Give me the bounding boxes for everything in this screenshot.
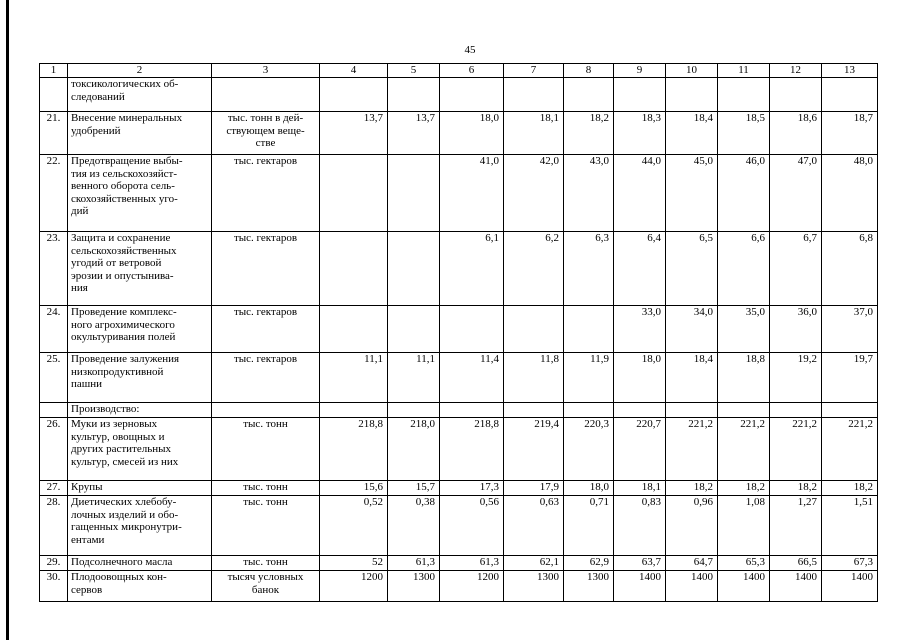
indicator-name-line: дий bbox=[71, 205, 89, 217]
indicator-name-cell bbox=[68, 353, 212, 403]
indicator-name-cell bbox=[68, 232, 212, 306]
value-cell: 64,7 bbox=[666, 556, 718, 571]
unit-line: стве bbox=[255, 137, 276, 149]
unit-line: тыс. гектаров bbox=[233, 353, 298, 365]
indicator-name-cell bbox=[68, 112, 212, 155]
page-number: 45 bbox=[464, 44, 476, 56]
value-cell: 220,7 bbox=[614, 418, 666, 481]
indicator-name-line: Проведение залужения bbox=[71, 353, 180, 365]
row-number-cell: 30. bbox=[40, 571, 68, 602]
value-cell: 0,71 bbox=[564, 496, 614, 556]
unit-line: банок bbox=[251, 583, 280, 596]
value-cell: 11,1 bbox=[388, 353, 440, 403]
row-number-cell: 23. bbox=[40, 232, 68, 306]
value-cell: 0,52 bbox=[320, 496, 388, 556]
value-cell bbox=[388, 306, 440, 353]
indicator-name-line: Внесение минеральных bbox=[71, 112, 183, 124]
value-cell: 18,2 bbox=[666, 481, 718, 496]
value-cell: 1400 bbox=[666, 571, 718, 602]
unit-line: тыс. тонн bbox=[243, 481, 288, 493]
indicator-name-line: Диетических хлебобу- bbox=[71, 496, 177, 508]
value-cell bbox=[822, 403, 878, 418]
value-cell: 15,7 bbox=[388, 481, 440, 496]
value-cell: 18,8 bbox=[718, 353, 770, 403]
indicator-name-line: культур, овощных и bbox=[71, 430, 165, 443]
value-cell: 0,96 bbox=[666, 496, 718, 556]
value-cell: 44,0 bbox=[614, 155, 666, 232]
value-cell: 0,56 bbox=[440, 496, 504, 556]
value-cell: 6,7 bbox=[770, 232, 822, 306]
value-cell: 1300 bbox=[564, 571, 614, 602]
value-cell bbox=[320, 232, 388, 306]
table-row bbox=[40, 418, 878, 481]
indicator-name-line: других растительных bbox=[71, 443, 172, 455]
column-number-header: 4 bbox=[320, 64, 388, 78]
value-cell: 61,3 bbox=[440, 556, 504, 571]
value-cell bbox=[388, 78, 440, 112]
column-number-header-row bbox=[40, 64, 878, 78]
indicator-name-line: следований bbox=[71, 90, 125, 103]
unit-line: тыс. тонн bbox=[243, 556, 288, 568]
row-number-cell: 25. bbox=[40, 353, 68, 403]
value-cell: 18,0 bbox=[564, 481, 614, 496]
value-cell: 6,6 bbox=[718, 232, 770, 306]
value-cell: 18,3 bbox=[614, 112, 666, 155]
value-cell: 1300 bbox=[504, 571, 564, 602]
value-cell: 220,3 bbox=[564, 418, 614, 481]
value-cell: 0,38 bbox=[388, 496, 440, 556]
indicator-name-cell bbox=[68, 496, 212, 556]
value-cell: 218,0 bbox=[388, 418, 440, 481]
value-cell: 221,2 bbox=[770, 418, 822, 481]
unit-line: тыс. гектаров bbox=[233, 155, 298, 167]
unit-line: тысяч условных bbox=[227, 571, 304, 583]
value-cell: 63,7 bbox=[614, 556, 666, 571]
indicator-name-line: низкопродуктивной bbox=[71, 365, 164, 378]
value-cell bbox=[564, 403, 614, 418]
value-cell bbox=[614, 403, 666, 418]
indicator-name-line: сервов bbox=[71, 583, 103, 596]
table-row bbox=[40, 403, 878, 418]
value-cell: 1300 bbox=[388, 571, 440, 602]
table-row bbox=[40, 556, 878, 571]
unit-cell bbox=[212, 418, 320, 481]
value-cell: 67,3 bbox=[822, 556, 878, 571]
value-cell bbox=[504, 78, 564, 112]
column-number-header: 3 bbox=[212, 64, 320, 78]
indicator-name-line: культур, смесей из них bbox=[71, 455, 179, 468]
value-cell: 6,5 bbox=[666, 232, 718, 306]
row-number-cell: 29. bbox=[40, 556, 68, 571]
row-number-cell: 27. bbox=[40, 481, 68, 496]
value-cell: 6,1 bbox=[440, 232, 504, 306]
indicator-name-cell bbox=[68, 403, 212, 418]
column-number-header: 2 bbox=[68, 64, 212, 78]
value-cell: 18,2 bbox=[822, 481, 878, 496]
column-number-header: 1 bbox=[40, 64, 68, 78]
unit-cell bbox=[212, 571, 320, 602]
value-cell: 18,4 bbox=[666, 353, 718, 403]
column-number-header: 13 bbox=[822, 64, 878, 78]
value-cell: 62,9 bbox=[564, 556, 614, 571]
column-number-header: 10 bbox=[666, 64, 718, 78]
value-cell: 1200 bbox=[440, 571, 504, 602]
indicator-name-cell bbox=[68, 306, 212, 353]
unit-cell bbox=[212, 496, 320, 556]
unit-line: тыс. тонн bbox=[243, 496, 288, 508]
value-cell bbox=[504, 306, 564, 353]
value-cell: 11,1 bbox=[320, 353, 388, 403]
indicator-name-line: Подсолнечного масла bbox=[71, 556, 173, 568]
data-table bbox=[39, 63, 878, 602]
indicator-name-line: удобрений bbox=[71, 124, 121, 137]
value-cell bbox=[504, 403, 564, 418]
value-cell: 18,0 bbox=[614, 353, 666, 403]
column-number-header: 9 bbox=[614, 64, 666, 78]
indicator-name-line: окультуривания полей bbox=[71, 331, 176, 343]
unit-line: тыс. гектаров bbox=[233, 232, 298, 244]
value-cell: 17,3 bbox=[440, 481, 504, 496]
column-number-header: 7 bbox=[504, 64, 564, 78]
value-cell: 33,0 bbox=[614, 306, 666, 353]
column-number-header: 11 bbox=[718, 64, 770, 78]
value-cell: 221,2 bbox=[822, 418, 878, 481]
value-cell: 18,6 bbox=[770, 112, 822, 155]
indicator-name-line: Плодоовощных кон- bbox=[71, 571, 167, 583]
unit-cell bbox=[212, 481, 320, 496]
value-cell: 1400 bbox=[822, 571, 878, 602]
table-row bbox=[40, 306, 878, 353]
value-cell: 11,9 bbox=[564, 353, 614, 403]
unit-cell bbox=[212, 155, 320, 232]
value-cell: 52 bbox=[320, 556, 388, 571]
value-cell bbox=[564, 306, 614, 353]
indicator-name-line: Муки из зерновых bbox=[71, 418, 158, 430]
value-cell: 18,4 bbox=[666, 112, 718, 155]
value-cell: 18,5 bbox=[718, 112, 770, 155]
value-cell bbox=[564, 78, 614, 112]
indicator-name-line: Производство: bbox=[71, 403, 140, 415]
unit-cell bbox=[212, 112, 320, 155]
value-cell: 18,1 bbox=[614, 481, 666, 496]
indicator-name-line: угодий от ветровой bbox=[71, 257, 162, 269]
value-cell bbox=[440, 306, 504, 353]
value-cell: 66,5 bbox=[770, 556, 822, 571]
unit-cell bbox=[212, 353, 320, 403]
value-cell: 0,83 bbox=[614, 496, 666, 556]
indicator-name-cell bbox=[68, 556, 212, 571]
value-cell: 19,2 bbox=[770, 353, 822, 403]
value-cell: 62,1 bbox=[504, 556, 564, 571]
indicator-name-line: пашни bbox=[71, 378, 103, 390]
value-cell bbox=[320, 155, 388, 232]
value-cell: 13,7 bbox=[320, 112, 388, 155]
value-cell: 36,0 bbox=[770, 306, 822, 353]
table-row bbox=[40, 571, 878, 602]
value-cell bbox=[770, 78, 822, 112]
value-cell: 18,2 bbox=[564, 112, 614, 155]
value-cell bbox=[388, 155, 440, 232]
unit-cell bbox=[212, 556, 320, 571]
value-cell: 18,0 bbox=[440, 112, 504, 155]
indicator-name-cell bbox=[68, 155, 212, 232]
value-cell: 13,7 bbox=[388, 112, 440, 155]
indicator-name-line: Предотвращение выбы- bbox=[71, 155, 183, 167]
value-cell: 218,8 bbox=[440, 418, 504, 481]
indicator-name-line: Крупы bbox=[71, 481, 103, 493]
indicator-name-line: скохозяйственных уго- bbox=[71, 192, 178, 205]
value-cell bbox=[320, 403, 388, 418]
indicator-name-line: токсикологических об- bbox=[71, 78, 179, 90]
indicator-name-cell bbox=[68, 418, 212, 481]
indicator-name-line: тия из сельскохозяйст- bbox=[71, 167, 178, 180]
value-cell: 221,2 bbox=[666, 418, 718, 481]
value-cell bbox=[440, 78, 504, 112]
value-cell bbox=[822, 78, 878, 112]
value-cell: 47,0 bbox=[770, 155, 822, 232]
page-left-edge-bar bbox=[6, 0, 9, 640]
value-cell: 18,1 bbox=[504, 112, 564, 155]
indicator-name-line: ния bbox=[71, 282, 88, 294]
value-cell bbox=[388, 403, 440, 418]
value-cell bbox=[614, 78, 666, 112]
value-cell: 1,27 bbox=[770, 496, 822, 556]
value-cell bbox=[718, 78, 770, 112]
indicator-name-cell bbox=[68, 571, 212, 602]
unit-cell bbox=[212, 232, 320, 306]
value-cell: 1400 bbox=[614, 571, 666, 602]
indicator-name-cell bbox=[68, 78, 212, 112]
indicator-name-line: сельскохозяйственных bbox=[71, 244, 177, 257]
column-number-header: 5 bbox=[388, 64, 440, 78]
table-row bbox=[40, 78, 878, 112]
row-number-cell: 21. bbox=[40, 112, 68, 155]
value-cell: 41,0 bbox=[440, 155, 504, 232]
unit-line: тыс. тонн bbox=[243, 418, 288, 430]
table-row bbox=[40, 155, 878, 232]
value-cell bbox=[718, 403, 770, 418]
value-cell: 6,2 bbox=[504, 232, 564, 306]
value-cell bbox=[388, 232, 440, 306]
indicator-name-line: гащенных микронутри- bbox=[71, 521, 182, 533]
value-cell: 17,9 bbox=[504, 481, 564, 496]
value-cell: 37,0 bbox=[822, 306, 878, 353]
value-cell: 221,2 bbox=[718, 418, 770, 481]
table-row bbox=[40, 353, 878, 403]
value-cell: 1,08 bbox=[718, 496, 770, 556]
value-cell: 48,0 bbox=[822, 155, 878, 232]
value-cell bbox=[666, 403, 718, 418]
value-cell: 218,8 bbox=[320, 418, 388, 481]
value-cell: 45,0 bbox=[666, 155, 718, 232]
indicator-name-line: эрозии и опустынива- bbox=[71, 269, 174, 282]
column-number-header: 12 bbox=[770, 64, 822, 78]
value-cell: 6,4 bbox=[614, 232, 666, 306]
value-cell: 1400 bbox=[718, 571, 770, 602]
row-number-cell: 22. bbox=[40, 155, 68, 232]
value-cell: 18,7 bbox=[822, 112, 878, 155]
unit-line: ствующем веще- bbox=[226, 124, 305, 137]
unit-line: тыс. гектаров bbox=[233, 306, 298, 318]
indicator-name-line: Проведение комплекс- bbox=[71, 306, 177, 318]
value-cell: 1200 bbox=[320, 571, 388, 602]
value-cell: 43,0 bbox=[564, 155, 614, 232]
indicator-name-line: лочных изделий и обо- bbox=[71, 508, 179, 521]
indicator-name-line: ентами bbox=[71, 533, 105, 546]
column-number-header: 6 bbox=[440, 64, 504, 78]
row-number-cell bbox=[40, 78, 68, 112]
indicator-name-line: ного агрохимического bbox=[71, 318, 175, 331]
indicator-name-line: венного оборота сель- bbox=[71, 180, 175, 192]
value-cell: 19,7 bbox=[822, 353, 878, 403]
table-row bbox=[40, 481, 878, 496]
value-cell: 34,0 bbox=[666, 306, 718, 353]
column-number-header: 8 bbox=[564, 64, 614, 78]
value-cell: 1400 bbox=[770, 571, 822, 602]
value-cell: 11,8 bbox=[504, 353, 564, 403]
value-cell bbox=[666, 78, 718, 112]
value-cell: 42,0 bbox=[504, 155, 564, 232]
value-cell: 46,0 bbox=[718, 155, 770, 232]
row-number-cell: 28. bbox=[40, 496, 68, 556]
unit-cell bbox=[212, 306, 320, 353]
table-row bbox=[40, 496, 878, 556]
indicator-name-line: Защита и сохранение bbox=[71, 232, 171, 244]
value-cell: 1,51 bbox=[822, 496, 878, 556]
value-cell bbox=[770, 403, 822, 418]
value-cell: 11,4 bbox=[440, 353, 504, 403]
row-number-cell: 24. bbox=[40, 306, 68, 353]
value-cell: 65,3 bbox=[718, 556, 770, 571]
value-cell: 15,6 bbox=[320, 481, 388, 496]
value-cell bbox=[320, 78, 388, 112]
unit-line: тыс. тонн в дей- bbox=[227, 112, 304, 124]
value-cell: 0,63 bbox=[504, 496, 564, 556]
value-cell: 6,3 bbox=[564, 232, 614, 306]
indicator-name-cell bbox=[68, 481, 212, 496]
value-cell: 35,0 bbox=[718, 306, 770, 353]
value-cell: 219,4 bbox=[504, 418, 564, 481]
row-number-cell bbox=[40, 403, 68, 418]
unit-cell bbox=[212, 78, 320, 112]
value-cell: 6,8 bbox=[822, 232, 878, 306]
value-cell bbox=[440, 403, 504, 418]
value-cell bbox=[320, 306, 388, 353]
table-row bbox=[40, 112, 878, 155]
value-cell: 18,2 bbox=[718, 481, 770, 496]
value-cell: 18,2 bbox=[770, 481, 822, 496]
unit-cell bbox=[212, 403, 320, 418]
value-cell: 61,3 bbox=[388, 556, 440, 571]
row-number-cell: 26. bbox=[40, 418, 68, 481]
table-row bbox=[40, 232, 878, 306]
